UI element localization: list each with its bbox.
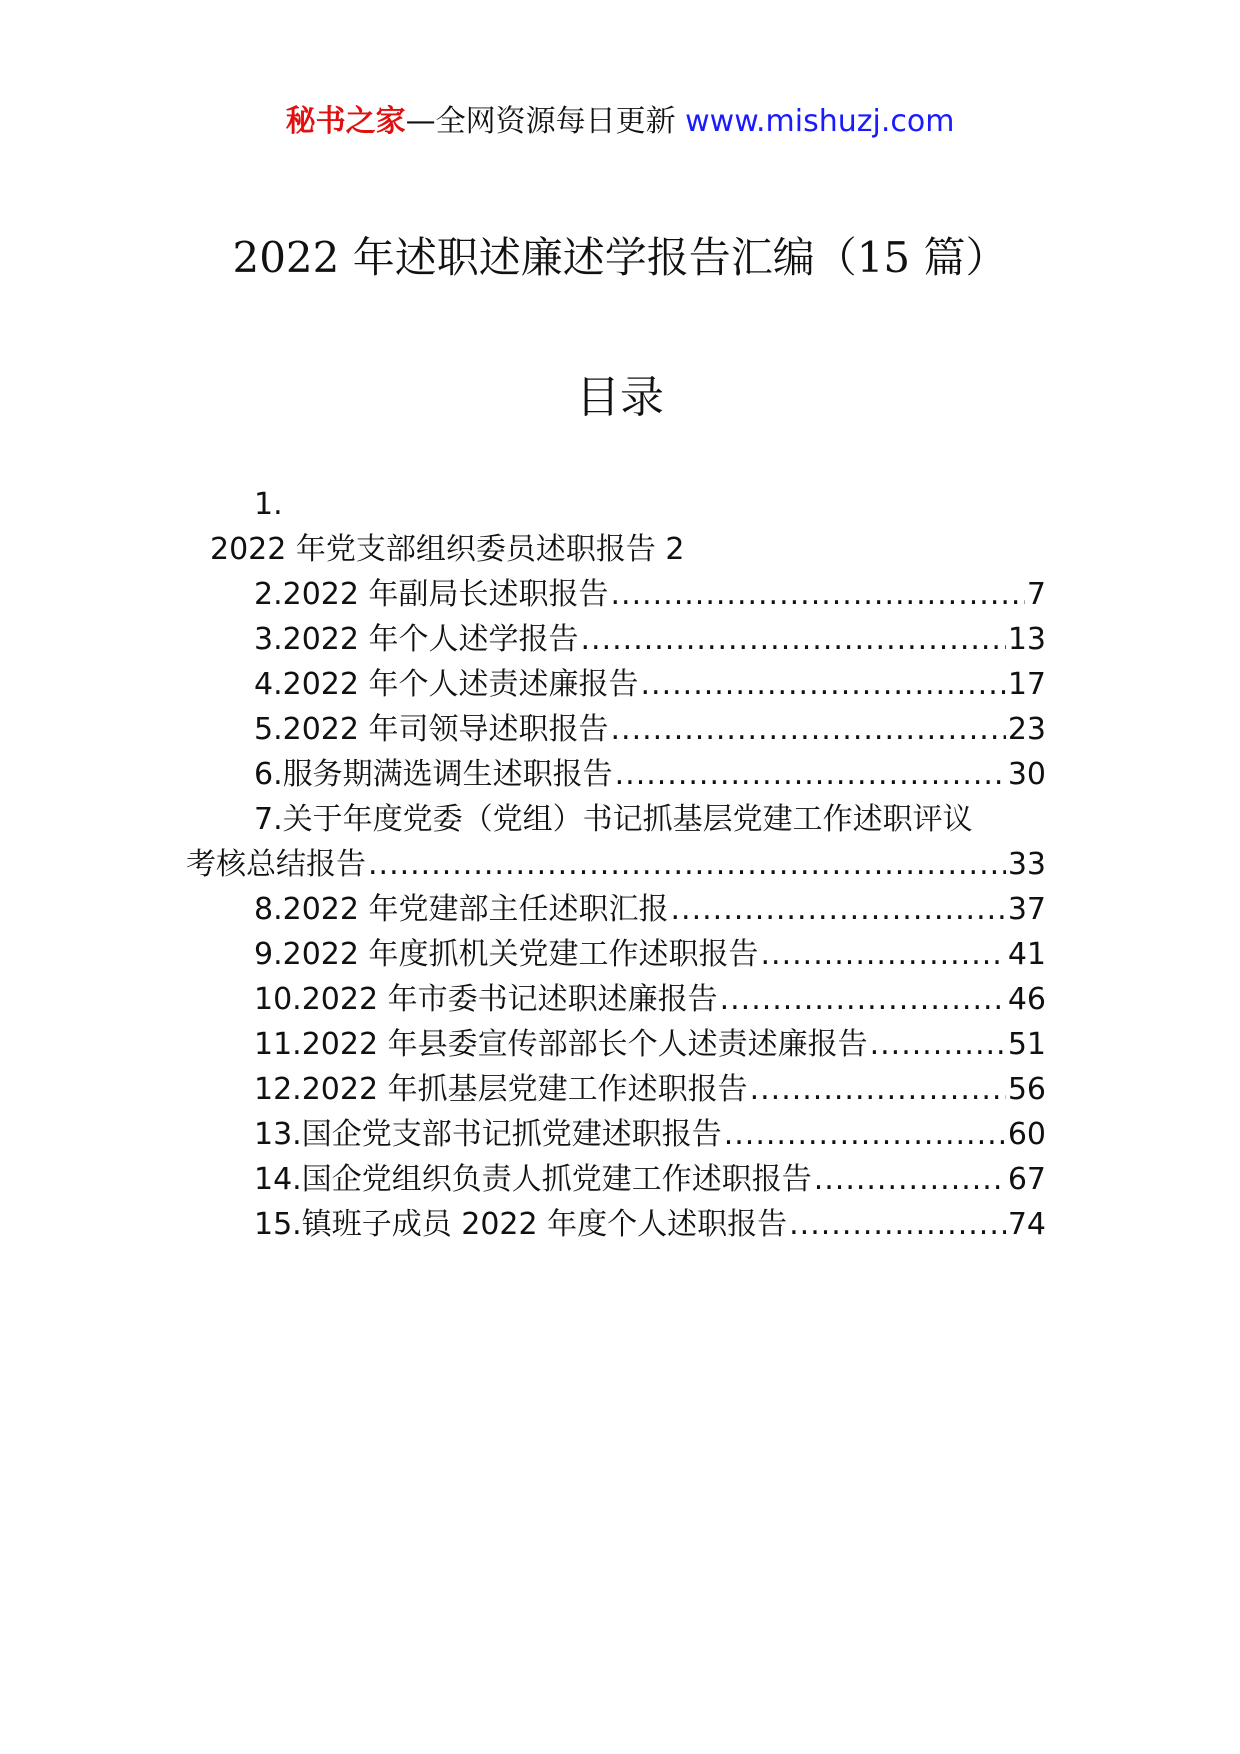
toc-entry-page: 67 bbox=[1007, 1162, 1046, 1197]
toc-entry-11[interactable] bbox=[186, 1022, 1046, 1067]
dot-leader bbox=[611, 572, 1025, 617]
document-title: 2022 年述职述廉述学报告汇编（15 篇） bbox=[232, 233, 1008, 282]
dot-leader bbox=[611, 707, 1006, 752]
toc-entry-label: 6.服务期满选调生述职报告 bbox=[254, 757, 613, 792]
toc-entry-6[interactable] bbox=[186, 752, 1046, 797]
toc-entry-label: 8.2022 年党建部主任述职汇报 bbox=[254, 892, 669, 927]
toc-entry-label: 11.2022 年县委宣传部部长个人述责述廉报告 bbox=[254, 1027, 868, 1062]
toc-entry-9[interactable] bbox=[186, 932, 1046, 977]
brand-name: 秘书之家 bbox=[285, 104, 406, 139]
toc-entry-page: 41 bbox=[1007, 937, 1046, 972]
toc-entry-label: 9.2022 年度抓机关党建工作述职报告 bbox=[254, 937, 759, 972]
toc-entry-15[interactable] bbox=[186, 1202, 1046, 1247]
toc-entry-2[interactable] bbox=[186, 572, 1046, 617]
toc-entry-label: 13.国企党支部书记抓党建述职报告 bbox=[254, 1117, 722, 1152]
toc-entry-14[interactable] bbox=[186, 1157, 1046, 1202]
dot-leader bbox=[814, 1157, 1006, 1202]
toc-entry-page: 74 bbox=[1007, 1207, 1046, 1242]
dot-leader bbox=[720, 977, 1006, 1022]
toc-entry-4[interactable] bbox=[186, 662, 1046, 707]
toc-entry-page: 30 bbox=[1007, 757, 1046, 792]
toc-entry-7-line1[interactable] bbox=[186, 797, 1046, 842]
dot-leader bbox=[641, 662, 1006, 707]
dot-leader bbox=[581, 617, 1006, 662]
toc-entry-page: 7 bbox=[1026, 577, 1046, 612]
dot-leader bbox=[724, 1112, 1006, 1157]
site-url-link[interactable]: www.mishuzj.com bbox=[685, 104, 955, 139]
banner-tagline: —全网资源每日更新 bbox=[405, 104, 686, 139]
toc-entry-12[interactable] bbox=[186, 1067, 1046, 1112]
toc-entry-page: 13 bbox=[1007, 622, 1046, 657]
toc-entry-8[interactable] bbox=[186, 887, 1046, 932]
dot-leader bbox=[750, 1067, 1006, 1112]
toc-heading: 目录 bbox=[576, 372, 664, 423]
toc-entry-page: 46 bbox=[1007, 982, 1046, 1017]
toc-entry-1-number[interactable]: 1. bbox=[254, 487, 283, 522]
toc-entry-label: 10.2022 年市委书记述职述廉报告 bbox=[254, 982, 718, 1017]
toc-entry-1-text[interactable]: 2022 年党支部组织委员述职报告 2 bbox=[210, 532, 685, 567]
dot-leader bbox=[615, 752, 1006, 797]
toc-entry-page: 37 bbox=[1007, 892, 1046, 927]
toc-entry-5[interactable] bbox=[186, 707, 1046, 752]
dot-leader bbox=[789, 1202, 1006, 1247]
toc-entry-label: 7.关于年度党委（党组）书记抓基层党建工作述职评议 bbox=[254, 802, 973, 837]
toc-entry-3[interactable] bbox=[186, 617, 1046, 662]
toc-entry-page: 56 bbox=[1007, 1072, 1046, 1107]
dot-leader bbox=[368, 842, 1006, 887]
toc-entry-page: 51 bbox=[1007, 1027, 1046, 1062]
site-banner bbox=[0, 100, 1240, 144]
toc-entry-label: 3.2022 年个人述学报告 bbox=[254, 622, 579, 657]
toc-entry-label: 15.镇班子成员 2022 年度个人述职报告 bbox=[254, 1207, 788, 1242]
toc-entry-7-line2[interactable] bbox=[186, 842, 1046, 887]
dot-leader bbox=[761, 932, 1006, 977]
toc-entry-page: 23 bbox=[1007, 712, 1046, 747]
toc-entry-label: 12.2022 年抓基层党建工作述职报告 bbox=[254, 1072, 748, 1107]
toc-entry-10[interactable] bbox=[186, 977, 1046, 1022]
toc-entry-page: 60 bbox=[1007, 1117, 1046, 1152]
dot-leader bbox=[870, 1022, 1006, 1067]
toc-entry-label: 考核总结报告 bbox=[186, 847, 366, 882]
toc-entry-13[interactable] bbox=[186, 1112, 1046, 1157]
toc-entry-label: 5.2022 年司领导述职报告 bbox=[254, 712, 609, 747]
dot-leader bbox=[671, 887, 1006, 932]
toc-entry-label: 4.2022 年个人述责述廉报告 bbox=[254, 667, 639, 702]
toc-entry-page: 17 bbox=[1007, 667, 1046, 702]
table-of-contents bbox=[186, 482, 1046, 1247]
toc-entry-label: 2.2022 年副局长述职报告 bbox=[254, 577, 609, 612]
toc-entry-page: 33 bbox=[1007, 847, 1046, 882]
toc-entry-label: 14.国企党组织负责人抓党建工作述职报告 bbox=[254, 1162, 812, 1197]
